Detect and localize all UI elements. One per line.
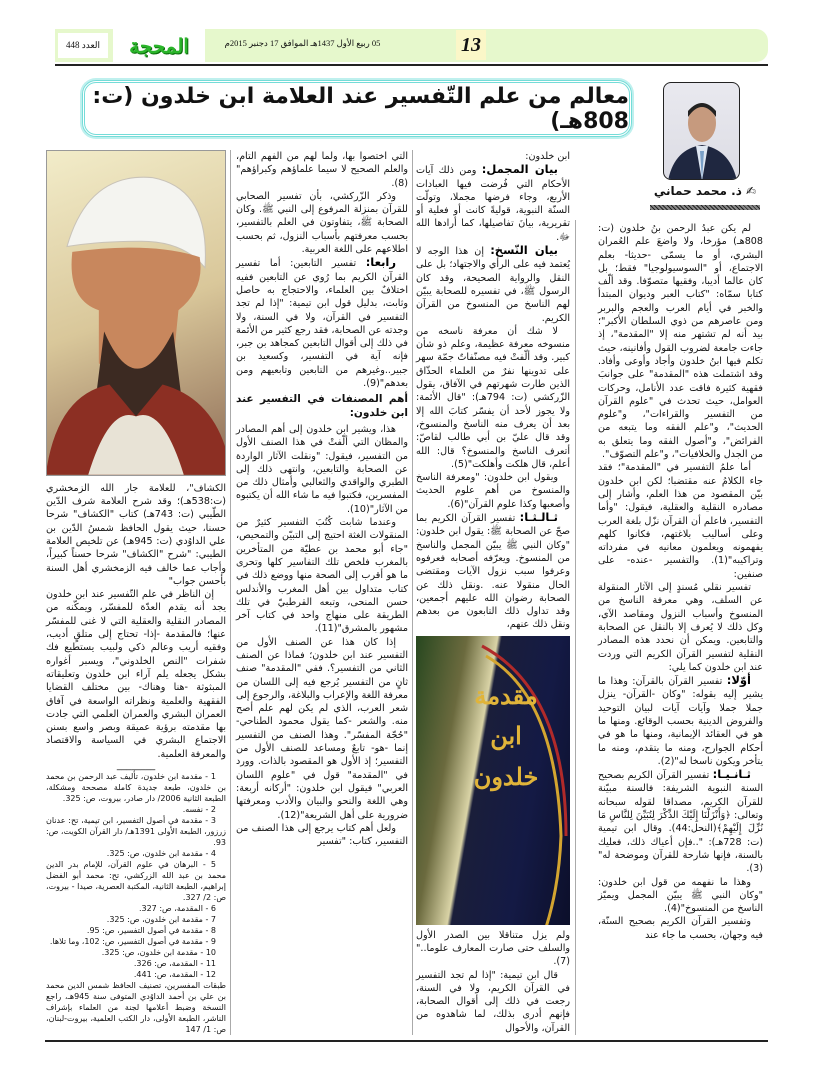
paragraph: تفسير نقلي مُسندٍ إلى الآثار المنقولة عن السلف، وهي معرفة الناسخ من المنسوخ وأسباب النزول ومقاصد الآي، وكل ذلك لا يُعرف إلا بالنقل عن الصحابة والتابعين. ويمكن أن نحدد هذه المصادر النقلية لتفسير القرآن الكريم التي وردت عند ابن خلدون كما يلي:	[598, 582, 763, 673]
paragraph: ولعل أهم كتاب يرجع إلى هذا الصنف من التفسير، كتاب: "تفسير	[236, 822, 408, 848]
paragraph: لم يكن عبدُ الرحمن بنُ خلدون (ت: 808هـ) مؤرخا، ولا واضعَ علم العُمران البشري، أو ما يسمّى -حديثا- بعلم الاجتماع، أو "السوسيولوجيا" فقط؛ بل كان عالما أديبا، وفقيها متصوّفا. وقد ألّف كتابا سمّاه: "كتاب العبر وديوان المبتدأ والخبر في أيام العرب والعجم والبربر ومن عاصرهم من ذوي السلطان الأكبر"؛ بيد أنه لم تشتهر منه إلا "المقدمة"، إذ جاءت جامعة لضروب القول وأفانينه، حيث تكلم فيها ابنُ خلدون وأجاد وأوعى وأفاد. وقد اشتملت هذه "المقدمة" على جوانبَ فقهية كثيرة فاقت عدد الأنامل، وحركات العوامل، حيث تحدث في "علوم القرآن من التفسير والقراءات"، و"علوم الحديث"، و"علم الفقه وما يتبعه من الفرائض"، و"أصول الفقه وما يتعلق به من الجدل والخلافيات"، و"علم التصوّف".	[598, 223, 763, 461]
paragraph-text: تفسير القرآن الكريم بما صحّ عن الصحابة ﷺ: يقول ابن خلدون: "وكان النبي ﷺ يبيّن المجمل والناسخ من المنسوخ. ويعرّفه أصحابه فعرفوه وعرفوا سبب نزول الآيات ومقتضى الحال منقولا عنه. .ونقل ذلك عن الصحابة رضوان الله عليهم أجمعين، وقد تداول ذلك التابعون من بعدهم ونقل ذلك عنهم،	[416, 513, 570, 631]
book-cover-image	[416, 636, 570, 925]
paragraph: ويقول ابن خلدون: "ومعرفة الناسخ والمنسوخ من أهم علوم الحديث وأصعبها وكذا علوم القرآن"(6).	[416, 472, 570, 510]
paragraph: التي اختصوا بها، ولما لهم من الفهم التام، والعلم الصحيح لا سيما علماؤهم وكبراؤهم"(8).	[236, 151, 408, 189]
footer-divider	[45, 1040, 768, 1042]
title-box	[82, 80, 632, 137]
footnote: 3 - مقدمة في أصول التفسير، ابن تيمية، تح: عدنان زرزور، الطبعة الأولى 1391هـ/ دار القرآن الكويت، ص: 93.	[46, 816, 226, 847]
issue-number: العدد 448	[58, 33, 108, 58]
footnote: 5 - البرهان في علوم القرآن، للإمام بدر الدين محمد بن عبد الله الزركشي، تح: محمد أبو الفضل إبراهيم، الطبعة الثانية، المكتبة العصرية، صيدا - بيروت، ص: 2/ 327.	[46, 860, 226, 902]
paragraph-text: إن هذا الوجه لا يُعتمد فيه على الرأي والاجتهاد؛ بل على النقل والرواية الصحيحة، وقد كان الرسول ﷺ، في تفسيره للصحابة يبيّن لهم الناسخ من المنسوخ من القرآن الكريم.	[416, 246, 570, 324]
column-divider	[230, 150, 231, 1035]
newspaper-logo: المحجة	[113, 29, 205, 62]
paragraph-text: تفسير القرآن بالقرآن: وهذا ما يشير إليه بقوله: "وكان -القرآن- ينزل جملا جملا وآيات آيات لبيان التوحيد والفروض الدينية بحسب الوقائع. ومنها ما هو في العقائد الإيمانية، ومنها ما هو في أحكام الجوارح، ومنه ما يتقدم، ومنه ما يتأخر ويكون ناسخا له"(2).	[598, 676, 763, 767]
section-lead: رابعا:	[365, 255, 396, 270]
section-lead: بيان المجمل:	[481, 162, 559, 177]
footnote: 10 - مقدمة ابن خلدون، ص: 325.	[101, 948, 216, 957]
section-lead: ثـالـثـا:	[519, 510, 558, 525]
footnote: 2 - نفسه.	[182, 805, 216, 814]
section-heading: أهم المصنفات في التفسير عند ابن خلدون:	[236, 393, 408, 419]
paragraph: لا شك أن معرفة ناسخه من منسوخه معرفة عظيمة، وعلم ذو شأن كبير. وقد ألّفتْ فيه مصنّفاتٌ جمّة سهر على تدوينها نفرٌ من العلماء الحذّاق الذين طارت شهرتهم في الآفاق، يقول الزّركشي (ت: 794هـ): "قال الأئمة: ولا يجوز لأحد أن يفسّر كتابَ الله إلا بعد أن يعرف منه الناسخ والمنسوخ، وقد قال عليّ بن أبي طالب لقاصّ: أتعرف الناسخ والمنسوخ؟ قال: الله أعلم، قال هلكت وأهلكت"(5).	[416, 325, 570, 470]
footnote: 1 - مقدمة ابن خلدون، تأليف عبد الرحمن بن محمد بن خلدون، طبعة جديدة كاملة مصححة ومشكلة، الطبعة الثانية 2006/ دار صادر، بيروت، ص: 325.	[46, 772, 226, 803]
section-lead: بيان النّسخ:	[490, 243, 558, 258]
paragraph	[416, 163, 570, 244]
page-number: 13	[456, 30, 486, 60]
paragraph	[416, 244, 570, 325]
paragraph: هذا، ويشير ابن خلدون إلى أهم المصادر والمظان التي ألّفتْ في هذا الصنف الأول من التفسير، فيقول: "ونقلت الآثار الواردة عن الصحابة والتابعين، وانتهى ذلك إلى الطبري والواقدي والثعالبي وأمثال ذلك من المفسرين، فكتبوا فيه ما شاء الله أن يكتبوه من الآثار"(10).	[236, 423, 408, 515]
paragraph: ابن خلدون:	[525, 151, 570, 162]
paragraph-text: ومن ذلك آيات الأحكام التي فُرضت فيها العبادات الأربع، وجاء فرضها مجملا، وتولّت السنّة النبوية، قوليةً كانت أو فعلية أو تقريرية، بيانَ تفاصيلها، كما أرادها الله ﷻ.	[416, 165, 570, 243]
column-divider	[412, 150, 413, 1035]
issue-date: 05 ربيع الأول 1437هـ الموافق 17 دجنبر 2015م	[224, 38, 381, 48]
paragraph: إذا كان هذا عن الصنف الأول من التفسير عند ابن خلدون؛ فماذا عن الصنف الثاني من التفسير؟. ففي "المقدمة" صنف ثانٍ من التفسير يُرجع فيه إلى اللسان من معرفة اللغة والإعراب والبلاغة، والرجوع إلى شعر العرب، الذي لم يكن لهم علم أصح منه. والشعر -كما يقول محمود الطناحي- "حُجّة المفسّر". وهذا الصنف من التفسير إنما -هو- تابعٌ ومساعد للصنف الأول من التفسير؛ إذ الأول هو المقصود بالذات. وورد في "المقدمة" قول في "علوم اللسان العربي" فيقول ابن خلدون: "أركانه أربعة: وهي اللغة والنحو والبيان والأدب ومعرفتها ضرورية على أهل الشريعة"(12).	[236, 636, 408, 821]
column-divider	[575, 220, 576, 1035]
article-column-3	[236, 150, 408, 848]
footnote: 7 - مقدمة ابن خلدون، ص: 325.	[106, 915, 216, 924]
article-title: معالم من علم التّفسير عند العلامة ابن خلدون (ت: 808هـ)	[92, 83, 629, 134]
paragraph: الكشاف"، للعلامة جار الله الزمخشري (ت:538هـ)؛ وقد شرح العلامة شرف الدّين الطّيبي (ت: 743هـ) كتاب "الكشاف" شرحا حسنا، حيث يقول الحافظ شمسُ الدّين بن علي الداوُدي (ت: 945هـ) عن تلخيص العلامة الطيبي: "شرح "الكشاف" شرحا حسناً كبيراً، وأجاب عما خالف فيه الزمخشري أهل السنة بأحسن جواب"	[46, 482, 226, 587]
footnotes	[46, 771, 226, 1035]
paragraph-text: تفسير القرآن الكريم بصحيح السنة النبوية الشريفة: فالسنة مبيّنة للقرآن الكريم، مصداقا لقوله سبحانه وتعالى: ﴿وَأَنْزَلْنَا إِلَيْكَ الذِّكْرَ لِتُبَيِّنَ لِلنَّاسِ مَا نُزِّلَ إِلَيْهِمْ﴾(النحل:44). وقال ابن تيمية (ت: 728هـ): "..فإن أعياك ذلك، فعليك بالسنة، فإنها شارحة للقرآن وموضحة له"(3).	[598, 770, 763, 875]
author-byline	[640, 184, 770, 198]
author-name: ذ. محمد حماني	[653, 184, 742, 198]
ibn-khaldun-portrait	[46, 150, 226, 476]
footnote: 6 - المقدمة، ص: 327.	[138, 904, 216, 913]
paragraph-text: تفسير التابعين: أما تفسير القرآن الكريم بما رُوي عن التابعين ففيه اختلافٌ بين العلماء، والاحتجاج به حاصل وثابت، بدليل قول ابن تيمية: "إذا لم تجد التفسير في القرآن، ولا في السنة، ولا وجدته عن الصحابة، فقد رجع كثير من الأئمة في ذلك إلى أقوال التابعين كمجاهد بن جبر، فإنه آية في التفسير، وكسعيد بن جبير..وغيرهم من التابعين وتابعيهم ومن بعدهم"(9).	[236, 258, 408, 390]
paragraph: أما علمُ التفسير في "المقدمة"؛ فقد جاء الكلامُ عنه مقتضبا؛ لكن ابن خلدون بيّن المقصود من هذا العلم، وأشار إلى مصادره النقلية والعقلية، فيقول: "وأما التفسير، فاعلم أن القرآن نزّل بلغة العرب وعلى أساليب بلاغتهم، فكانوا كلهم يفهمونه ويعلمون معانيه في مفرداته وتراكيبه"(1). والتفسير -عنده- على صنفين:	[598, 462, 763, 580]
paragraph: وعندما شابت كُتُبَ التفسير كثيرٌ من المنقولات الغثة احتيج إلى التبيّن والتمحيص، "جاء أبو محمد بن عطيّة من المتأخرين بالمغرب فلخص تلك التفاسير كلها وتحرى ما هو أقرب إلى الصحة منها ووضع ذلك في كتاب متداول بين أهل المغرب والأندلس حسن المنحى، وتبعه القرطبيّ في تلك الطريقة على منهاج واحد في كتاب آخر مشهور بالمشرق"(11).	[236, 517, 408, 635]
author-photo	[663, 82, 740, 180]
footnote: 11 - المقدمة، ص: 326.	[133, 959, 216, 968]
footnote: طبقات المفسرين، تصنيف الحافظ شمس الدين محمد بن علي بن أحمد الداوُدي المتوفى سنة 945هـ، راجع النسخة وضبط أعلامها لجنة من العلماء بإشراف الناشر، الطبعة الأولى، دار الكتب العلمية، بيروت-لبنان، ص: 1/ 147	[46, 981, 227, 1034]
paragraph: ولم يزل متناقلا بين الصدر الأول والسلف حتى صارت المعارف علوما.."(7).	[416, 929, 570, 968]
paragraph	[416, 511, 570, 632]
article-column-2	[416, 150, 570, 1035]
paragraph	[598, 768, 763, 875]
footnote: 8 - مقدمة في أصول التفسير، ص: 95.	[86, 926, 216, 935]
article-column-4	[46, 150, 226, 1035]
book-title: مقدمة ابن خلدون	[473, 680, 539, 792]
footnote: 9 - مقدمة في أصول التفسير، ص: 102، وما تلاها.	[49, 937, 216, 946]
footnote-separator: ________	[116, 760, 156, 771]
section-lead: ثـانـيـا:	[712, 767, 751, 782]
paragraph: وهذا ما نفهمه من قول ابن خلدون: "وكان النبي ﷺ يبيّن المجمل ويميّز الناسخ من المنسوخ"(4).	[598, 876, 763, 915]
footnote: 4 - مقدمة ابن خلدون، ص: 325.	[106, 849, 216, 858]
pen-icon: ✍	[741, 184, 757, 198]
paragraph: إن الناظر في علم التّفسير عند ابن خلدون يجد أنه يقدم العدّة للمفسّر، ويمكّنه من المصادر النقلية والعقلية التي لا غنى للمفسّر عنها؛ فالمقدمة -إذا- تحتاج إلى متلقٍ أديب، وفقيه أريب وعالم ذكي ولبيب يستطيع فك شفرات "النص الخلدوني"، ويسبر أغواره بشكل يجعله يلم آراء ابن خلدون وتعليقاته المبثوثة -هنا وهناك- بين مختلف القضايا الفقهية والعلمية ونظراته الواسعة في آفاق العمران البشري والعمران العلمي التي جادت بها مقدمته برؤية عميقة وبصر واسع بسنن الاجتماع البشري في السياسة والاقتصاد والمعرفة العلمية.	[46, 589, 226, 760]
paragraph: قال ابن تيمية: "إذا لم تجد التفسير في القرآن الكريم، ولا في السنة، رجعت في ذلك إلى أقوال الصحابة، فإنهم أدرى بذلك، لما شاهدوه من القرآن، والأحوال	[416, 969, 570, 1034]
header-divider	[55, 64, 768, 66]
footnote: 12 - المقدمة، ص: 441.	[133, 970, 216, 979]
byline-divider	[650, 205, 760, 210]
section-lead: أوّلا:	[726, 673, 751, 688]
paragraph	[598, 674, 763, 768]
paragraph: وتفسير القرآن الكريم بصحيح السنّة، فيه وجهان، بحسب ما جاء عند	[598, 916, 763, 941]
paragraph: وذكر الزّركشي، بأن تفسير الصحابي للقرآن بمنزلة المرفوع إلى النبي ﷺ. وكان الصحابة ﷺ، يتفاوتون في العلم بالتفسير، بحسب معرفتهم بأسباب النزول، ثم بحسب اطلاعهم على اللغة العربية.	[236, 190, 408, 256]
article-column-1	[598, 222, 763, 942]
paragraph	[236, 256, 408, 390]
